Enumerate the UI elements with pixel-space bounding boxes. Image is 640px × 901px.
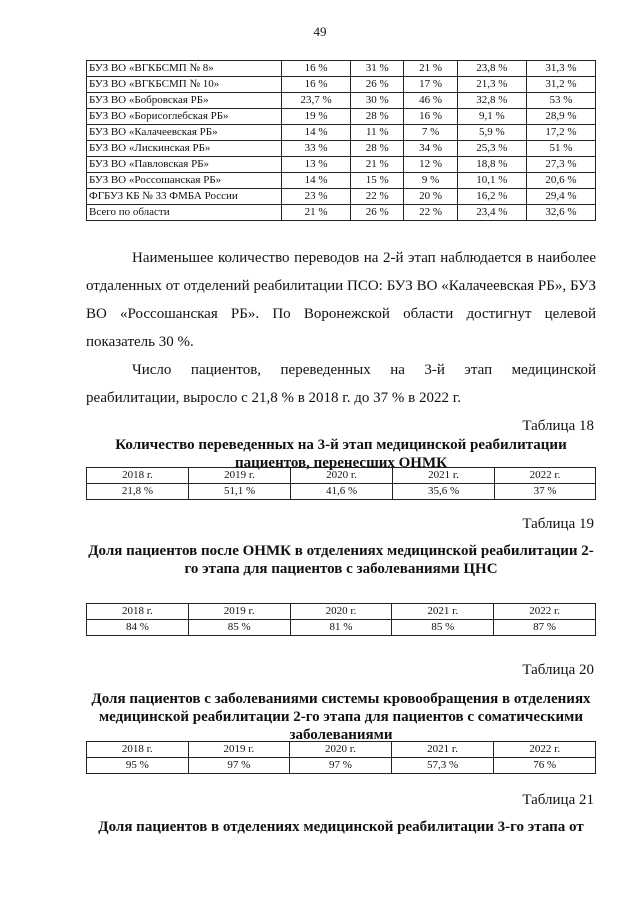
table21-caption: Таблица 21 [522,792,594,808]
table-cell: 9,1 % [457,109,526,125]
table-cell: 97 % [290,758,392,774]
facility-percentages-table [86,60,596,221]
table-row [87,61,596,77]
facility-name-cell: БУЗ ВО «Калачеевская РБ» [87,125,282,141]
table-cell: 18,8 % [457,157,526,173]
table-cell: 95 % [87,758,189,774]
table-cell: 20,6 % [526,173,595,189]
table-row [87,205,596,221]
table-cell: 14 % [282,125,351,141]
table-header-cell: 2018 г. [87,604,189,620]
table18-caption: Таблица 18 [522,418,594,434]
table-cell: 11 % [351,125,404,141]
table-cell: 31 % [351,61,404,77]
table-cell: 28 % [351,141,404,157]
table-cell: 85 % [188,620,290,636]
table-cell: 16 % [282,77,351,93]
table20-title: Доля пациентов с заболеваниями системы кровообращения в отделениях медицинской реабилитации 2-го этапа для пациентов с соматическими заболеваниями [91,691,591,743]
table-cell: 23,7 % [282,93,351,109]
table21-title: Доля пациентов в отделениях медицинской реабилитации 3-го этапа от [98,819,584,835]
table-cell: 29,4 % [526,189,595,205]
table-cell: 23 % [282,189,351,205]
table-cell: 25,3 % [457,141,526,157]
table-cell: 26 % [351,77,404,93]
table-cell: 21,3 % [457,77,526,93]
table-cell: 16,2 % [457,189,526,205]
table-cell: 32,6 % [526,205,595,221]
table-header-cell: 2020 г. [290,604,392,620]
table-header-cell: 2021 г. [393,468,495,484]
table-cell: 35,6 % [393,484,495,500]
table-cell: 28 % [351,109,404,125]
table-cell: 17 % [404,77,457,93]
table20 [86,741,596,774]
facility-name-cell: БУЗ ВО «ВГКБСМП № 8» [87,61,282,77]
paragraph-transfers-stage2 [86,244,596,356]
table-cell: 23,4 % [457,205,526,221]
table-cell: 37 % [495,484,596,500]
table-header-cell: 2021 г. [391,742,494,758]
table-cell: 17,2 % [526,125,595,141]
table-cell: 33 % [282,141,351,157]
table-cell: 22 % [351,189,404,205]
table-cell: 21 % [282,205,351,221]
table-header-cell: 2022 г. [494,742,596,758]
facility-name-cell: БУЗ ВО «Россошанская РБ» [87,173,282,189]
table-cell: 22 % [404,205,457,221]
table-row [87,157,596,173]
table-header-cell: 2019 г. [188,604,290,620]
table-header-cell: 2020 г. [290,742,392,758]
table-cell: 20 % [404,189,457,205]
table-cell: 87 % [494,620,596,636]
table18 [86,467,596,500]
table19 [86,603,596,636]
facility-name-cell: БУЗ ВО «ВГКБСМП № 10» [87,77,282,93]
table-row [87,189,596,205]
table-cell: 26 % [351,205,404,221]
table-cell: 12 % [404,157,457,173]
facility-name-cell: ФГБУЗ КБ № 33 ФМБА России [87,189,282,205]
table-cell: 51 % [526,141,595,157]
table-header-cell: 2020 г. [291,468,393,484]
table-cell: 7 % [404,125,457,141]
table-header-cell: 2021 г. [392,604,494,620]
facility-name-cell: БУЗ ВО «Павловская РБ» [87,157,282,173]
table18-header-row [87,468,596,484]
table-cell: 46 % [404,93,457,109]
table-cell: 85 % [392,620,494,636]
table19-title: Доля пациентов после ОНМК в отделениях медицинской реабилитации 2-го этапа для пациентов с заболеваниями ЦНС [88,543,594,577]
table-cell: 16 % [282,61,351,77]
table-cell: 51,1 % [189,484,291,500]
table-header-cell: 2022 г. [494,604,596,620]
table20-header-row [87,742,596,758]
table-cell: 28,9 % [526,109,595,125]
table-cell: 30 % [351,93,404,109]
table-cell: 57,3 % [391,758,494,774]
table-cell: 81 % [290,620,392,636]
table-cell: 41,6 % [291,484,393,500]
facility-name-cell: Всего по области [87,205,282,221]
table-cell: 15 % [351,173,404,189]
table18-title: Количество переведенных на 3-й этап медицинской реабилитации пациентов, перенесших ОНМК [115,437,567,471]
table-cell: 13 % [282,157,351,173]
table-cell: 27,3 % [526,157,595,173]
table-cell: 97 % [188,758,290,774]
facility-name-cell: БУЗ ВО «Бобровская РБ» [87,93,282,109]
table-cell: 31,2 % [526,77,595,93]
table-header-cell: 2018 г. [87,742,189,758]
paragraph-text: Число пациентов, переведенных на 3-й этап медицинской реабилитации, выросло с 21,8 % в 2018 г. до 37 % в 2022 г. [86,362,596,406]
page-number: 49 [313,24,327,39]
table19-header-row [87,604,596,620]
table-cell: 76 % [494,758,596,774]
table-cell: 31,3 % [526,61,595,77]
table-header-cell: 2022 г. [495,468,596,484]
table-row [87,93,596,109]
table-header-cell: 2018 г. [87,468,189,484]
table-cell: 5,9 % [457,125,526,141]
table-header-cell: 2019 г. [188,742,290,758]
facility-name-cell: БУЗ ВО «Лискинская РБ» [87,141,282,157]
table-cell: 34 % [404,141,457,157]
table20-value-row [87,758,596,774]
table-row [87,109,596,125]
table19-caption: Таблица 19 [522,516,594,532]
table-cell: 84 % [87,620,189,636]
table-cell: 23,8 % [457,61,526,77]
table-row [87,141,596,157]
table-cell: 16 % [404,109,457,125]
table-cell: 21,8 % [87,484,189,500]
table-cell: 21 % [351,157,404,173]
paragraph-text: Наименьшее количество переводов на 2-й этап наблюдается в наиболее отдаленных от отделений реабилитации ПСО: БУЗ ВО «Калачеевская РБ», БУЗ ВО «Россошанская РБ». По Воронежской области достигнут целевой показатель 30 %. [86,250,596,350]
table-row [87,125,596,141]
table-cell: 14 % [282,173,351,189]
table-cell: 9 % [404,173,457,189]
table-cell: 19 % [282,109,351,125]
table18-value-row [87,484,596,500]
table-cell: 10,1 % [457,173,526,189]
table20-caption: Таблица 20 [522,662,594,678]
table-cell: 21 % [404,61,457,77]
table19-value-row [87,620,596,636]
table-cell: 32,8 % [457,93,526,109]
facility-name-cell: БУЗ ВО «Борисоглебская РБ» [87,109,282,125]
paragraph-transfers-stage3 [86,356,596,412]
table-row [87,173,596,189]
table-row [87,77,596,93]
table-cell: 53 % [526,93,595,109]
table-header-cell: 2019 г. [189,468,291,484]
